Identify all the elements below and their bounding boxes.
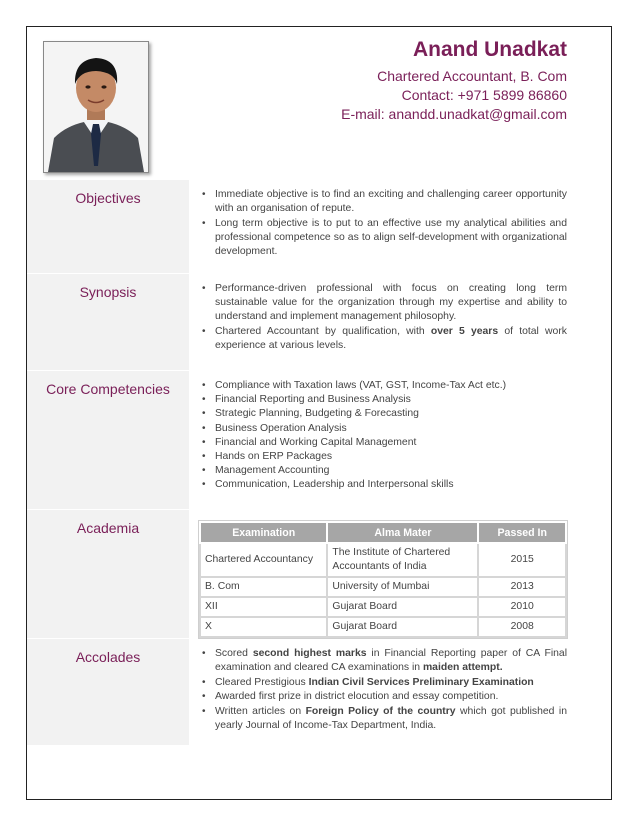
list-item	[215, 676, 567, 690]
list-item	[215, 325, 567, 353]
list-item: • Financial and Working Capital Management	[215, 436, 567, 450]
column-header: Alma Mater	[327, 522, 478, 543]
objectives-section	[27, 180, 613, 273]
table-row	[200, 543, 566, 577]
table-cell: B. Com	[200, 577, 327, 597]
objectives-heading: Objectives	[75, 190, 141, 206]
table-row	[200, 577, 566, 597]
academia-heading: Academia	[76, 520, 140, 536]
text-span: Cleared Prestigious	[215, 676, 309, 688]
email-line[interactable]: E-mail: anandd.unadkat@gmail.com	[341, 106, 567, 122]
accolades-section	[27, 639, 613, 745]
competencies-section	[27, 371, 613, 509]
table-header-row	[200, 522, 566, 543]
synopsis-section	[27, 274, 613, 370]
table-cell: Gujarat Board	[327, 597, 478, 617]
accolades-heading: Accolades	[75, 649, 141, 665]
list-item: • Performance-driven professional with focus on creating long term sustainable value for the organization through my expertise and ability to understand and implement management philosophy.	[215, 282, 567, 325]
profile-photo	[43, 41, 149, 173]
text-span: Written articles on	[215, 705, 306, 717]
synopsis-content	[199, 282, 567, 354]
column-header: Passed In	[478, 522, 566, 543]
table-cell: Chartered Accountancy	[200, 543, 327, 577]
list-item: • Hands on ERP Packages	[215, 450, 567, 464]
table-cell: 2013	[478, 577, 566, 597]
text-span: which got published in yearly Journal of Income-Tax Department, India.	[215, 705, 567, 732]
resume-page	[26, 26, 612, 800]
candidate-name: Anand Unadkat	[412, 38, 567, 61]
qualification-line: Chartered Accountant, B. Com	[377, 68, 567, 84]
table-cell: University of Mumbai	[327, 577, 478, 597]
bold-text: over 5 years	[430, 326, 499, 337]
list-item: • Financial Reporting and Business Analysis	[215, 393, 567, 407]
bold-text: maiden attempt.	[422, 662, 503, 674]
person-portrait-icon	[44, 42, 148, 172]
text-span: of total work experience at various levels.	[215, 326, 567, 352]
competencies-heading: Core Competencies	[46, 381, 170, 397]
contact-line: Contact: +971 5899 86860	[401, 87, 567, 103]
list-item: • Immediate objective is to find an exciting and challenging career opportunity with an organisation of repute.	[215, 188, 567, 216]
list-item: • Strategic Planning, Budgeting & Forecasting	[215, 407, 567, 421]
list-item: • Long term objective is to put to an effective use my analytical abilities and professional competence so as to align self-development with organizational development.	[215, 217, 567, 260]
table-row	[200, 617, 566, 637]
text-span: Scored	[215, 648, 253, 659]
list-item	[215, 647, 567, 675]
table-cell: 2008	[478, 617, 566, 637]
academia-table	[199, 521, 567, 638]
column-header: Examination	[200, 522, 327, 543]
table-cell: X	[200, 617, 327, 637]
academia-content	[199, 521, 567, 638]
list-item: • Compliance with Taxation laws (VAT, GST, Income-Tax Act etc.)	[215, 379, 567, 393]
competencies-content	[199, 379, 567, 493]
bold-text: Indian Civil Services Preliminary Examination	[308, 676, 534, 688]
table-cell: 2015	[478, 543, 566, 577]
list-item: • Awarded first prize in district elocution and essay competition.	[215, 690, 567, 704]
text-span: Chartered Accountant by qualification, with	[215, 326, 431, 337]
list-item	[215, 705, 567, 733]
table-cell: The Institute of Chartered Accountants of India	[327, 543, 478, 577]
bold-text: Foreign Policy of the country	[305, 705, 456, 717]
table-cell: 2010	[478, 597, 566, 617]
accolades-content	[199, 647, 567, 734]
academia-section	[27, 510, 613, 638]
synopsis-heading: Synopsis	[79, 284, 137, 300]
academia-table-wrap	[199, 521, 567, 638]
table-row	[200, 597, 566, 617]
list-item: • Communication, Leadership and Interpersonal skills	[215, 478, 567, 492]
list-item: • Management Accounting	[215, 464, 567, 478]
table-cell: Gujarat Board	[327, 617, 478, 637]
bold-text: second highest marks	[252, 648, 367, 659]
list-item: • Business Operation Analysis	[215, 422, 567, 436]
text-span: in Financial Reporting paper of CA Final examination and cleared CA examinations in	[215, 648, 568, 674]
table-cell: XII	[200, 597, 327, 617]
objectives-content	[199, 188, 567, 260]
